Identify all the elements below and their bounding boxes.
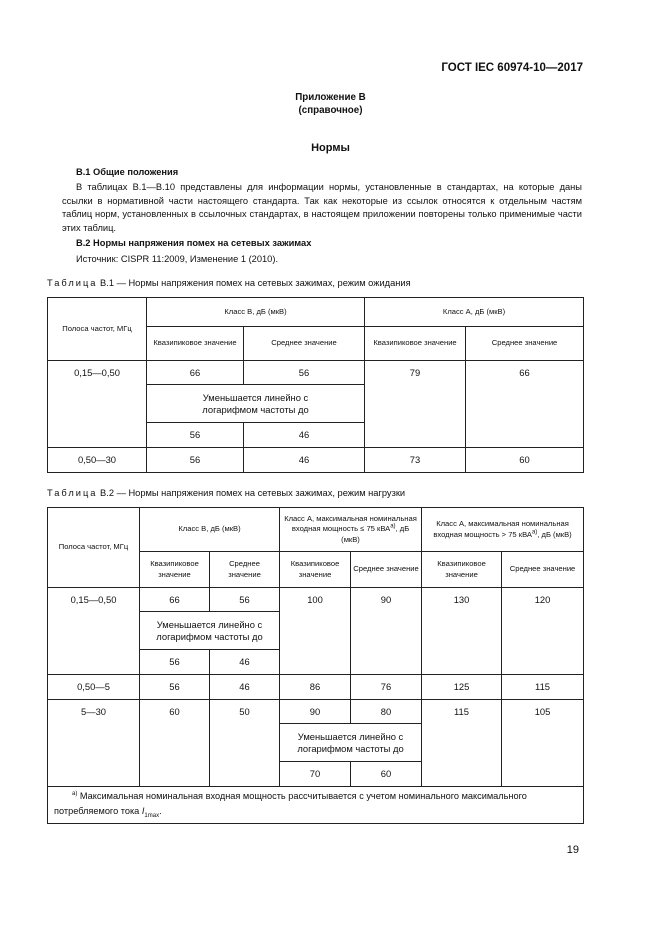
table1-caption-text: В.1 — Нормы напряжения помех на сетевых зажимах, режим ожидания <box>100 278 411 288</box>
table2-cell: 46 <box>210 675 280 700</box>
b1-heading: В.1 Общие положения <box>76 167 179 177</box>
table1-header-avg: Среднее значение <box>466 327 584 361</box>
table2-header-qp: Квазипиковое значение <box>422 552 502 588</box>
table1-header-qp: Квазипиковое значение <box>365 327 466 361</box>
table1-cell: 0,15—0,50 <box>48 361 147 448</box>
table-b1 <box>47 297 584 473</box>
table2-cell: 70 <box>280 762 351 787</box>
table2-cell: 56 <box>210 588 280 612</box>
table2-cell: 86 <box>280 675 351 700</box>
table2-cell: 120 <box>502 588 584 675</box>
table2-header-qp: Квазипиковое значение <box>140 552 210 588</box>
table2-header-class-a-gt75 <box>422 508 584 552</box>
table2-cell: 90 <box>351 588 422 675</box>
table2-header-band: Полоса частот, МГц <box>48 508 140 588</box>
footnote-mark: а) <box>390 523 396 530</box>
b1-paragraph: В таблицах В.1—В.10 представлены для информации нормы, установленные в стандартах, на которые даны ссылки в нормативной части настоящего стандарта. Так как некоторые из ссылок относятся к отдельным частям таблиц норм, установленных в ссылочных стандартах, в настоящем приложении повторены только применимые части этих таблиц. <box>62 182 582 233</box>
footnote-text: Максимальная номинальная входная мощность рассчитывается с учетом номинального максимального потребляемого тока <box>54 791 527 816</box>
page-number: 19 <box>566 844 579 856</box>
table1-caption <box>47 278 411 288</box>
table2-header-class-b: Класс В, дБ (мкВ) <box>140 508 280 552</box>
table1-cell: 56 <box>147 423 244 448</box>
footnote-mark: а) <box>531 528 538 535</box>
table2-caption-label: Таблица <box>47 488 98 498</box>
table2-decrease-note: Уменьшается линейно с логарифмом частоты до <box>280 724 422 762</box>
table2-cell: 50 <box>210 700 280 787</box>
table2-cell: 60 <box>140 700 210 787</box>
table2-cell: 60 <box>351 762 422 787</box>
table2-cell: 0,15—0,50 <box>48 588 140 675</box>
table2-caption-text: В.2 — Нормы напряжения помех на сетевых зажимах, режим нагрузки <box>100 488 406 498</box>
table2-header-qp: Квазипиковое значение <box>280 552 351 588</box>
table2-header-class-a-le75-text: Класс А, максимальная номинальная входная мощность ≤ 75 кВА <box>284 513 417 534</box>
table1-caption-label: Таблица <box>47 278 98 288</box>
appendix-title: Приложение В <box>295 92 366 103</box>
table1-cell: 66 <box>466 361 584 448</box>
table2-cell: 90 <box>280 700 351 724</box>
b2-source: Источник: CISPR 11:2009, Изменение 1 (2010). <box>76 254 279 264</box>
section-title: Нормы <box>311 142 350 154</box>
table2-cell: 125 <box>422 675 502 700</box>
table1-header-band: Полоса частот, МГц <box>48 298 147 361</box>
table2-header-avg: Среднее значение <box>210 552 280 588</box>
table2-cell: 5—30 <box>48 700 140 787</box>
table1-cell: 56 <box>244 361 365 385</box>
table1-cell: 46 <box>244 423 365 448</box>
footnote-mark: а) <box>72 790 78 797</box>
table2-cell: 130 <box>422 588 502 675</box>
table2-cell: 56 <box>140 650 210 675</box>
table2-header-class-a-le75 <box>280 508 422 552</box>
b2-heading: В.2 Нормы напряжения помех на сетевых зажимах <box>76 238 312 248</box>
table2-header-avg: Среднее значение <box>351 552 422 588</box>
table1-cell: 60 <box>466 448 584 473</box>
footnote-symbol: I <box>141 806 145 816</box>
table2-cell: 80 <box>351 700 422 724</box>
table2-cell: 115 <box>502 675 584 700</box>
table1-cell: 66 <box>147 361 244 385</box>
table2-header-class-a-gt75-text: Класс А, максимальная номинальная входная мощность > 75 кВА <box>433 519 569 539</box>
table1-header-class-a: Класс А, дБ (мкВ) <box>365 298 584 327</box>
table2-cell: 0,50—5 <box>48 675 140 700</box>
table1-cell: 73 <box>365 448 466 473</box>
table2-cell: 66 <box>140 588 210 612</box>
table2-caption <box>47 488 405 498</box>
appendix-subtitle: (справочное) <box>298 105 363 116</box>
footnote-end: . <box>159 806 162 816</box>
table1-cell: 46 <box>244 448 365 473</box>
table2-cell: 76 <box>351 675 422 700</box>
table-b2 <box>47 507 584 824</box>
table2-header-avg: Среднее значение <box>502 552 584 588</box>
document-header: ГОСТ IEC 60974-10—2017 <box>441 62 583 74</box>
table1-cell: 79 <box>365 361 466 448</box>
table2-decrease-note: Уменьшается линейно с логарифмом частоты до <box>140 612 280 650</box>
table2-cell: 46 <box>210 650 280 675</box>
footnote-subscript: 1max <box>144 812 160 819</box>
table1-header-qp: Квазипиковое значение <box>147 327 244 361</box>
table2-header-class-a-le75-unit: , дБ (мкВ) <box>341 524 410 544</box>
table2-cell: 100 <box>280 588 351 675</box>
table2-footnote <box>48 787 584 824</box>
table2-header-class-a-gt75-unit: , дБ (мкВ) <box>537 529 572 539</box>
table1-header-class-b: Класс В, дБ (мкВ) <box>147 298 365 327</box>
table2-cell: 105 <box>502 700 584 787</box>
table1-decrease-note: Уменьшается линейно с логарифмом частоты до <box>147 385 365 423</box>
table1-cell: 0,50—30 <box>48 448 147 473</box>
table1-header-avg: Среднее значение <box>244 327 365 361</box>
table1-cell: 56 <box>147 448 244 473</box>
table2-cell: 115 <box>422 700 502 787</box>
table2-cell: 56 <box>140 675 210 700</box>
